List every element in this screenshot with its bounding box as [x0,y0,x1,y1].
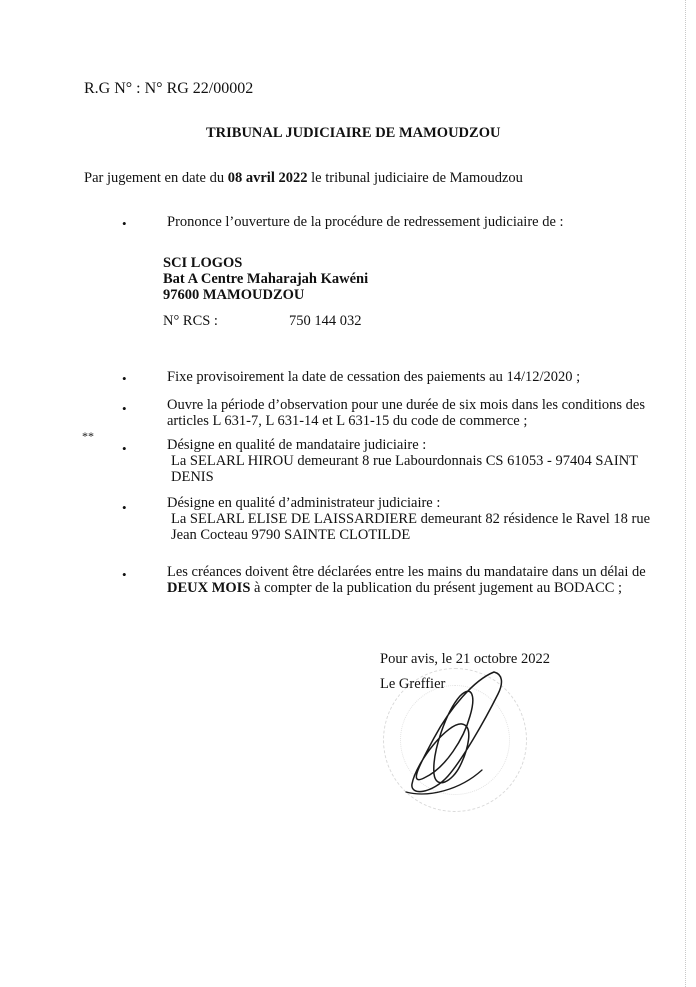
company-name: SCI LOGOS [163,255,243,271]
bullet-mandataire: • [122,441,127,456]
greffier-signature [398,666,514,798]
bullet-cessation: • [122,371,127,386]
mandataire-line-2: La SELARL HIROU demeurant 8 rue Labourdonnais CS 61053 - 97404 SAINT [171,453,639,469]
opening-statement: Prononce l’ouverture de la procédure de redressement judiciaire de : [167,214,564,230]
signer-title: Le Greffier [380,676,446,692]
court-title: TRIBUNAL JUDICIAIRE DE MAMOUDZOU [206,125,501,141]
company-address-line-1: Bat A Centre Maharajah Kawéni [163,271,369,287]
judgment-date: 08 avril 2022 [227,170,308,186]
judgment-intro [84,170,523,186]
rcs-label: N° RCS : [163,313,218,329]
bullet-administrateur: • [122,500,127,515]
cessation-date-text: Fixe provisoirement la date de cessation des paiements au 14/12/2020 ; [167,369,581,385]
observation-line-1: Ouvre la période d’observation pour une durée de six mois dans les conditions des [167,397,645,413]
page-edge-line [685,0,686,987]
creances-line-2-rest: à compter de la publication du présent jugement au BODACC ; [250,580,623,596]
bullet-creances: • [122,567,127,582]
rg-number: R.G N° : N° RG 22/00002 [84,80,254,97]
notice-date: Pour avis, le 21 octobre 2022 [380,651,550,667]
intro-before: Par jugement en date du [84,170,228,186]
mandataire-heading: Désigne en qualité de mandataire judiciaire : [167,437,427,453]
bullet-observation: • [122,401,127,416]
margin-mark: ** [82,429,94,443]
observation-line-2: articles L 631-7, L 631-14 et L 631-15 du code de commerce ; [167,413,528,429]
administrateur-heading: Désigne en qualité d’administrateur judiciaire : [167,495,441,511]
administrateur-line-2: La SELARL ELISE DE LAISSARDIERE demeurant 82 résidence le Ravel 18 rue [171,511,651,527]
intro-after: le tribunal judiciaire de Mamoudzou [307,170,523,186]
company-address-line-2: 97600 MAMOUDZOU [163,287,305,303]
rcs-number: 750 144 032 [289,313,362,329]
bullet-opening: • [122,216,127,231]
administrateur-line-3: Jean Cocteau 9790 SAINTE CLOTILDE [171,527,411,543]
mandataire-line-3: DENIS [171,469,214,485]
creances-deadline: DEUX MOIS [167,580,251,596]
creances-line-2 [167,580,622,596]
creances-line-1: Les créances doivent être déclarées entre les mains du mandataire dans un délai de [167,564,646,580]
